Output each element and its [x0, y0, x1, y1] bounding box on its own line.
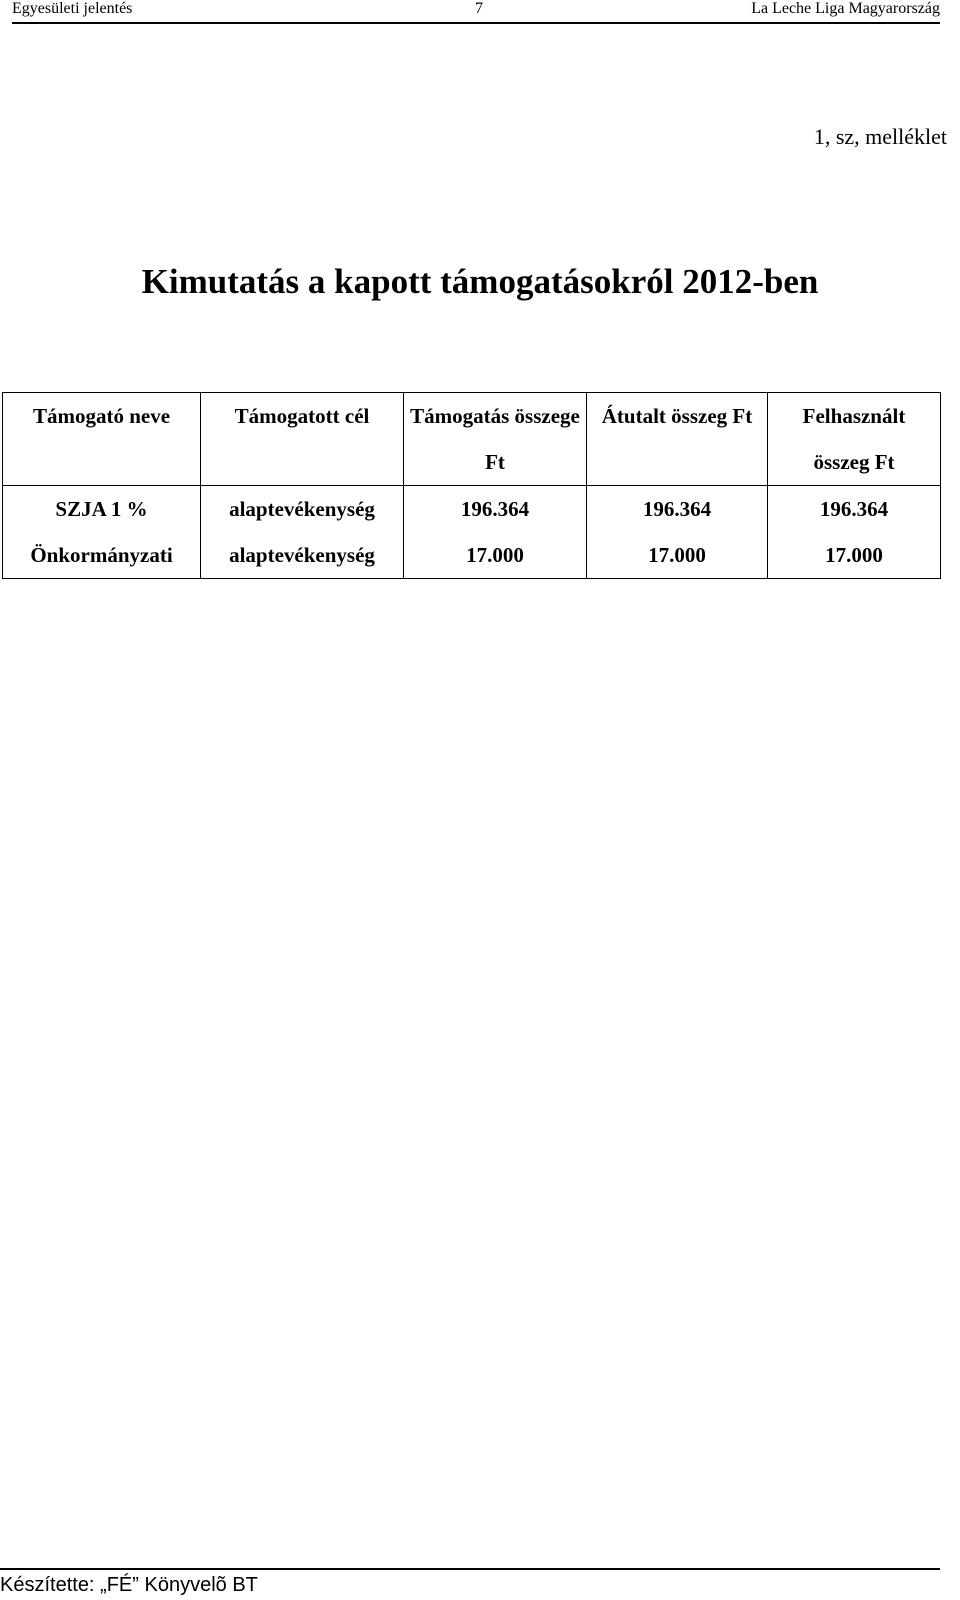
column-header: Átutalt összeg Ft [587, 393, 768, 486]
table-cell: alaptevékenység [201, 532, 404, 579]
grants-table [2, 392, 941, 579]
annex-label: 1, sz, melléklet [813, 124, 947, 149]
column-header: Támogatott cél [201, 393, 404, 486]
table-cell: 196.364 [768, 486, 941, 533]
table-cell: alaptevékenység [201, 486, 404, 533]
table-cell: 196.364 [404, 486, 587, 533]
column-header: Felhasznált összeg Ft [768, 393, 941, 486]
table-cell: 17.000 [768, 532, 941, 579]
table-cell: Önkormányzati [3, 532, 201, 579]
column-header: Támogatás összege Ft [404, 393, 587, 486]
page-header [12, 0, 940, 24]
column-header: Támogató neve [3, 393, 201, 486]
table-cell: 196.364 [587, 486, 768, 533]
table-header-row [3, 393, 941, 486]
table-row [3, 486, 941, 533]
table-cell: 17.000 [587, 532, 768, 579]
table-cell: 17.000 [404, 532, 587, 579]
header-left: Egyesületi jelentés [12, 0, 133, 17]
page-number: 7 [475, 0, 483, 17]
page-footer: Készítette: „FÉ” Könyvelõ BT [0, 1568, 940, 1597]
header-right: La Leche Liga Magyarország [751, 0, 940, 17]
table-row [3, 532, 941, 579]
document-title: Kimutatás a kapott támogatásokról 2012-ben [141, 262, 819, 301]
table-cell: SZJA 1 % [3, 486, 201, 533]
